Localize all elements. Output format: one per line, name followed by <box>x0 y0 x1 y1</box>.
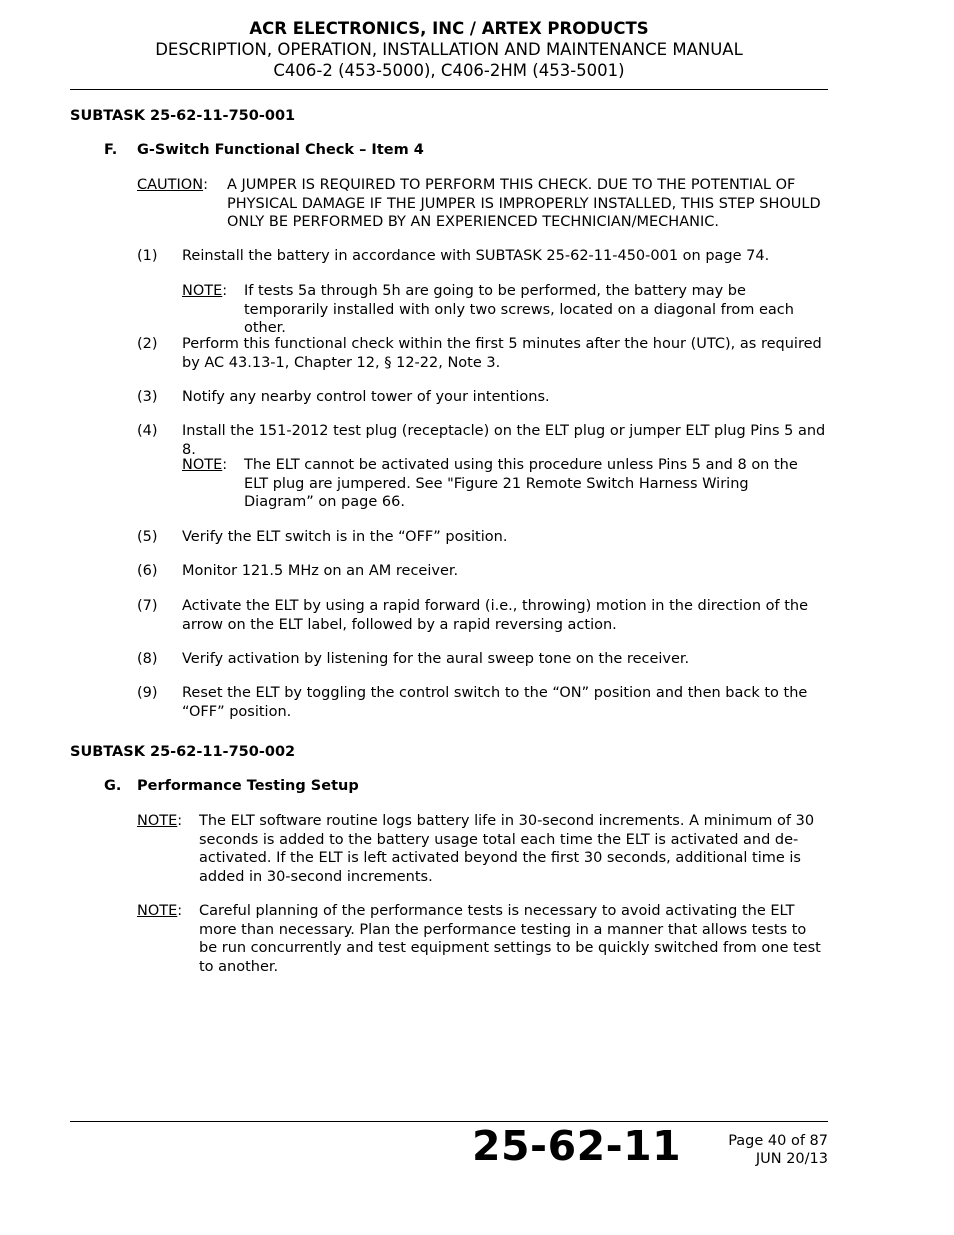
note-label: NOTE: <box>137 813 183 829</box>
step-number: (8) <box>137 651 158 667</box>
note-text: The ELT cannot be activated using this procedure unless Pins 5 and 8 on the ELT plug are jumpered. See "Figure 21 Remote Switch Harness Wiring Diagram” on page 66. <box>244 457 798 511</box>
section-letter: F. <box>104 142 118 158</box>
footer-divider <box>70 1121 828 1122</box>
caution-label: CAUTION: <box>137 177 208 193</box>
note-label: NOTE: <box>182 283 228 299</box>
manual-title: DESCRIPTION, OPERATION, INSTALLATION AND MAINTENANCE MANUAL <box>155 40 743 59</box>
step-number: (1) <box>137 248 158 264</box>
step-number: (7) <box>137 598 158 614</box>
step-text: Activate the ELT by using a rapid forward (i.e., throwing) motion in the direction of the arrow on the ELT label, followed by a rapid reversing action. <box>182 598 809 633</box>
section-title: Performance Testing Setup <box>137 778 359 794</box>
step-text: Monitor 121.5 MHz on an AM receiver. <box>182 563 459 579</box>
header-divider <box>70 89 828 90</box>
step-text: Install the 151-2012 test plug (receptacle) on the ELT plug or jumper ELT plug Pins 5 and 8. <box>182 423 826 458</box>
section-letter: G. <box>104 778 122 794</box>
note-label: NOTE: <box>137 903 183 919</box>
step-number: (9) <box>137 685 158 701</box>
step-number: (4) <box>137 423 158 439</box>
step-number: (6) <box>137 563 158 579</box>
step-text: Notify any nearby control tower of your intentions. <box>182 389 550 405</box>
company-title: ACR ELECTRONICS, INC / ARTEX PRODUCTS <box>249 19 649 38</box>
revision-date: JUN 20/13 <box>755 1151 828 1167</box>
caution-text: A JUMPER IS REQUIRED TO PERFORM THIS CHECK. DUE TO THE POTENTIAL OF PHYSICAL DAMAGE IF THE JUMPER IS IMPROPERLY INSTALLED, THIS STEP SHOULD ONLY BE PERFORMED BY AN EXPERIENCED TECHNICIAN/MECHANIC. <box>227 177 821 231</box>
note-text: If tests 5a through 5h are going to be performed, the battery may be temporarily installed with only two screws, located on a diagonal from each other. <box>244 283 794 337</box>
note-label: NOTE: <box>182 457 228 473</box>
step-text: Reinstall the battery in accordance with SUBTASK 25-62-11-450-001 on page 74. <box>182 248 770 264</box>
note-text: Careful planning of the performance tests is necessary to avoid activating the ELT more than necessary. Plan the performance testing in a manner that allows tests to be run concurrently and test equipment settings to be quickly switched from one test to another. <box>199 903 821 976</box>
page-number: Page 40 of 87 <box>728 1133 828 1149</box>
section-title: G-Switch Functional Check – Item 4 <box>137 142 424 158</box>
note-text: The ELT software routine logs battery life in 30-second increments. A minimum of 30 seconds is added to the battery usage total each time the ELT is activated and de-activated. If the ELT is left activated beyond the first 30 seconds, additional time is added in 30-second increments. <box>199 813 815 886</box>
step-number: (5) <box>137 529 158 545</box>
subtask-heading: SUBTASK 25-62-11-750-002 <box>70 744 296 760</box>
step-number: (3) <box>137 389 158 405</box>
step-text: Perform this functional check within the first 5 minutes after the hour (UTC), as required by AC 43.13-1, Chapter 12, § 12-22, Note 3. <box>182 336 822 371</box>
step-number: (2) <box>137 336 158 352</box>
model-numbers: C406-2 (453-5000), C406-2HM (453-5001) <box>273 61 625 80</box>
step-text: Verify activation by listening for the aural sweep tone on the receiver. <box>182 651 690 667</box>
step-text: Verify the ELT switch is in the “OFF” position. <box>182 529 508 545</box>
chapter-number: 25-62-11 <box>472 1122 682 1170</box>
step-text: Reset the ELT by toggling the control switch to the “ON” position and then back to the “OFF” position. <box>182 685 808 720</box>
subtask-heading: SUBTASK 25-62-11-750-001 <box>70 108 296 124</box>
